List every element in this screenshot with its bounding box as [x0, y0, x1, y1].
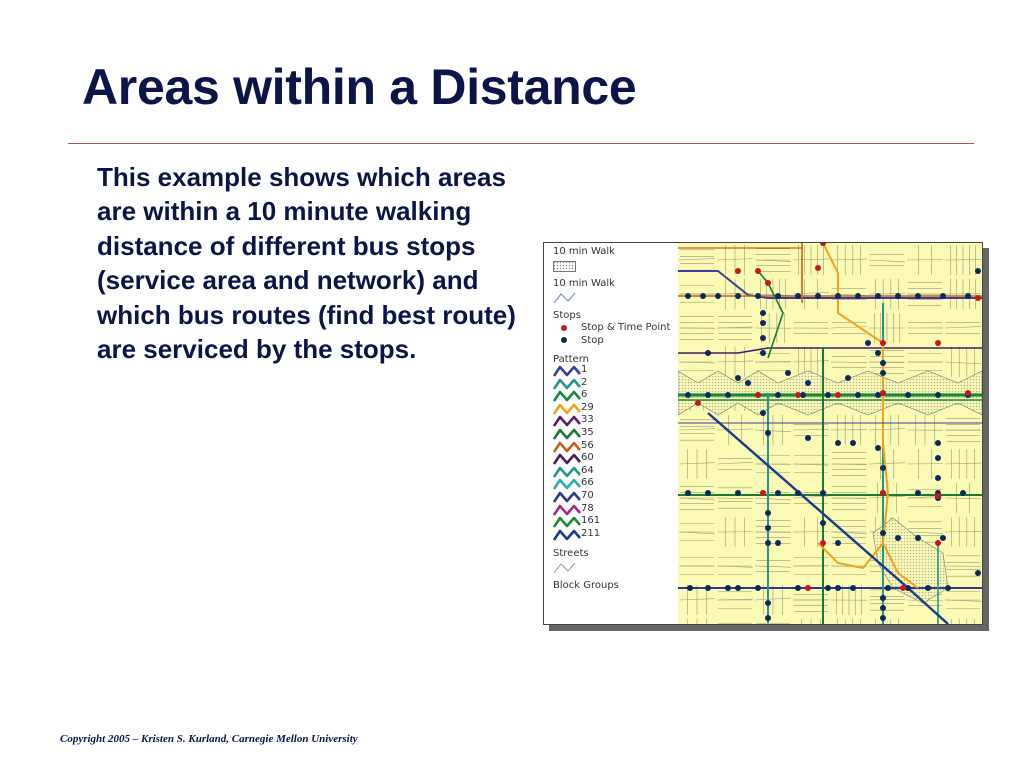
legend-service-area-label: 10 min Walk	[553, 246, 615, 257]
stop-marker	[755, 585, 761, 591]
stop-marker	[880, 530, 886, 536]
network-line-icon	[553, 291, 577, 305]
stop-marker	[805, 435, 811, 441]
stop-marker	[805, 380, 811, 386]
route-pattern-label: 29	[581, 401, 594, 413]
stop-marker	[820, 490, 826, 496]
stop-marker	[765, 525, 771, 531]
stop-marker	[880, 370, 886, 376]
legend-stop-time-point-label: Stop & Time Point	[581, 322, 671, 333]
stop-marker	[975, 570, 981, 576]
stop-marker	[735, 375, 741, 381]
legend-block-groups-heading: Block Groups	[553, 580, 619, 591]
route-pattern-swatch-icon	[553, 428, 581, 441]
stop-marker	[735, 293, 741, 299]
route-pattern-label: 161	[581, 515, 601, 527]
stop-marker	[775, 540, 781, 546]
stop-time-point-marker	[880, 490, 886, 496]
stop-marker	[960, 490, 966, 496]
stop-marker	[880, 595, 886, 601]
stop-time-point-marker	[805, 585, 811, 591]
stop-time-point-marker	[880, 390, 886, 396]
stop-marker	[825, 585, 831, 591]
stop-marker	[880, 605, 886, 611]
route-pattern-label: 35	[581, 427, 594, 438]
stop-time-point-marker	[755, 392, 761, 398]
stop-marker	[915, 293, 921, 299]
route-pattern-swatch-icon	[553, 403, 581, 416]
route-pattern-label: 33	[581, 414, 594, 426]
stop-marker	[775, 392, 781, 398]
stop-time-point-marker	[935, 340, 941, 346]
stop-marker	[700, 293, 706, 299]
stop-marker	[835, 585, 841, 591]
stop-marker	[975, 268, 981, 274]
stop-time-point-marker	[815, 265, 821, 271]
stop-marker	[880, 615, 886, 621]
route-pattern-swatch-icon	[553, 390, 581, 403]
route-pattern-swatch-icon	[553, 415, 581, 428]
stop-time-point-icon	[560, 324, 570, 334]
stop-marker	[935, 440, 941, 446]
stop-time-point-marker	[965, 390, 971, 396]
route-pattern-label: 6	[581, 389, 588, 401]
route-pattern-swatch-icon	[553, 441, 581, 454]
stop-marker	[895, 293, 901, 299]
stop-marker	[685, 293, 691, 299]
stop-time-point-marker	[975, 295, 981, 301]
stop-marker	[765, 540, 771, 546]
route-pattern-swatch-icon	[553, 453, 581, 466]
stop-time-point-marker	[880, 340, 886, 346]
stop-icon	[560, 336, 570, 346]
stop-marker	[785, 370, 791, 376]
stop-marker	[905, 392, 911, 398]
bus-stop-map-figure	[543, 242, 983, 625]
stop-marker	[865, 340, 871, 346]
stop-marker	[935, 455, 941, 461]
route-pattern-label: 70	[581, 490, 594, 501]
stop-marker	[755, 293, 761, 299]
stop-marker	[935, 392, 941, 398]
stop-marker	[765, 430, 771, 436]
stop-marker	[685, 490, 691, 496]
stop-marker	[925, 585, 931, 591]
stop-marker	[795, 490, 801, 496]
stop-marker	[945, 585, 951, 591]
stop-time-point-marker	[795, 392, 801, 398]
street-line-icon	[553, 561, 577, 575]
route-pattern-swatch-icon	[553, 478, 581, 491]
route-pattern-label: 60	[581, 452, 594, 464]
route-pattern-label: 2	[581, 376, 588, 388]
stop-marker	[835, 440, 841, 446]
legend-stop-label: Stop	[581, 335, 604, 346]
stop-marker	[760, 335, 766, 341]
stop-marker	[935, 475, 941, 481]
route-pattern-swatch-icon	[553, 365, 581, 378]
stop-time-point-marker	[755, 268, 761, 274]
stop-marker	[725, 392, 731, 398]
stop-time-point-marker	[765, 280, 771, 286]
stop-marker	[715, 293, 721, 299]
map-legend	[544, 243, 679, 624]
route-pattern-label: 64	[581, 464, 594, 476]
stop-marker	[795, 585, 801, 591]
stop-marker	[735, 585, 741, 591]
stop-marker	[705, 350, 711, 356]
stop-marker	[835, 293, 841, 299]
stop-marker	[795, 293, 801, 299]
stop-marker	[765, 600, 771, 606]
stop-time-point-marker	[760, 490, 766, 496]
route-pattern-label: 1	[581, 364, 588, 375]
service-area-swatch-icon	[553, 261, 577, 273]
slide-title: Areas within a Distance	[82, 59, 637, 115]
stop-time-point-marker	[935, 493, 941, 499]
route-pattern-swatch-icon	[553, 491, 581, 504]
stop-time-point-marker	[820, 540, 826, 546]
title-divider	[68, 143, 974, 144]
stop-time-point-marker	[835, 392, 841, 398]
stop-marker	[760, 320, 766, 326]
stop-marker	[850, 440, 856, 446]
stop-marker	[765, 510, 771, 516]
route-pattern-swatch-icon	[553, 516, 581, 529]
stop-marker	[775, 490, 781, 496]
route-pattern-label: 56	[581, 439, 594, 451]
copyright-footer: Copyright 2005 – Kristen S. Kurland, Carnegie Mellon University	[60, 733, 358, 745]
stop-marker	[815, 293, 821, 299]
stop-time-point-marker	[900, 585, 906, 591]
stop-marker	[845, 375, 851, 381]
stop-marker	[725, 585, 731, 591]
stop-time-point-marker	[695, 400, 701, 406]
stop-time-point-marker	[735, 268, 741, 274]
stop-marker	[705, 392, 711, 398]
stop-marker	[775, 293, 781, 299]
route-pattern-swatch-icon	[553, 504, 581, 517]
stop-marker	[735, 490, 741, 496]
stop-time-point-marker	[935, 540, 941, 546]
stop-marker	[745, 380, 751, 386]
route-pattern-swatch-icon	[553, 466, 581, 479]
stop-marker	[820, 520, 826, 526]
stop-marker	[880, 465, 886, 471]
route-pattern-swatch-icon	[553, 529, 581, 542]
route-pattern-label: 78	[581, 502, 594, 514]
stop-marker	[687, 585, 693, 591]
stop-marker	[940, 293, 946, 299]
stop-marker	[760, 310, 766, 316]
stop-marker	[685, 392, 691, 398]
stop-marker	[835, 540, 841, 546]
stop-marker	[940, 535, 946, 541]
stop-marker	[760, 350, 766, 356]
legend-streets-heading: Streets	[553, 548, 589, 559]
stop-marker	[825, 392, 831, 398]
stop-marker	[855, 293, 861, 299]
stop-marker	[915, 490, 921, 496]
map-canvas	[678, 243, 982, 624]
route-pattern-label: 211	[581, 527, 601, 539]
stop-marker	[875, 445, 881, 451]
stop-marker	[850, 585, 856, 591]
stop-marker	[965, 293, 971, 299]
stop-marker	[765, 615, 771, 621]
stop-marker	[705, 490, 711, 496]
legend-network-label: 10 min Walk	[553, 278, 615, 289]
route-pattern-swatch-icon	[553, 378, 581, 391]
stop-marker	[880, 360, 886, 366]
stop-marker	[895, 535, 901, 541]
legend-stops-heading: Stops	[553, 310, 581, 321]
legend-pattern-heading: Pattern	[553, 354, 589, 365]
stop-marker	[885, 585, 891, 591]
slide-body-text: This example shows which areas are within a 10 minute walking distance of different bus stops (service area and network) and which bus routes (find best route) are serviced by the stops.	[97, 162, 516, 365]
stop-marker	[705, 585, 711, 591]
stop-marker	[760, 410, 766, 416]
stop-marker	[915, 535, 921, 541]
route-pattern-label: 66	[581, 477, 594, 489]
stop-marker	[855, 392, 861, 398]
stop-marker	[875, 350, 881, 356]
stop-marker	[875, 293, 881, 299]
